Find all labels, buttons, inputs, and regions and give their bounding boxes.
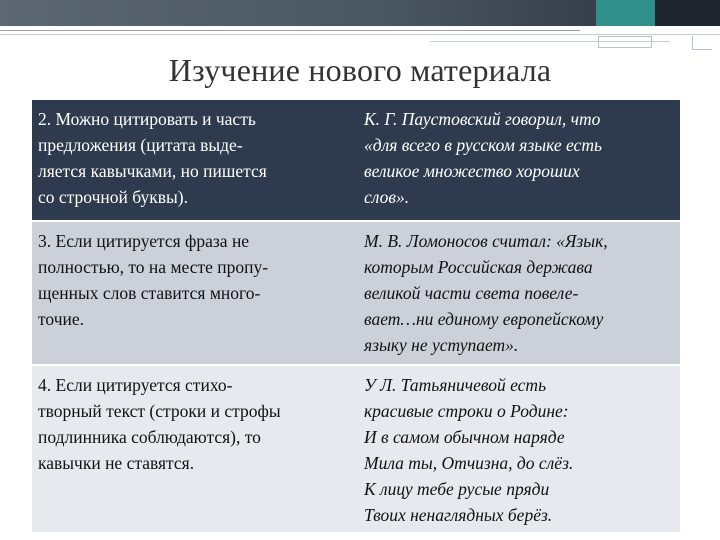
decor-frame — [598, 36, 652, 48]
text-line: Твоих ненаглядных берёз. — [364, 505, 553, 525]
text-line: полностью, то на месте пропу- — [38, 257, 269, 277]
decor-rule — [0, 34, 720, 35]
text-line: М. В. Ломоносов считал: «Язык, — [364, 231, 608, 251]
top-accent-block — [596, 0, 656, 26]
rule-cell — [32, 222, 356, 364]
text-line: Мила ты, Отчизна, до слёз. — [364, 453, 574, 473]
text-line: вает…ни единому европейскому — [364, 309, 604, 329]
text-line: К лицу тебе русые пряди — [364, 479, 550, 499]
text-line: предложения (цитата выде- — [38, 135, 243, 155]
text-line: великой части света повеле- — [364, 283, 579, 303]
decor-corner — [692, 36, 712, 50]
example-cell — [356, 100, 680, 220]
text-line: ляется кавычками, но пишется — [38, 161, 267, 181]
text-line: творный текст (строки и строфы — [38, 401, 281, 421]
top-dark-block — [655, 0, 720, 26]
text-line: щенных слов ставится много- — [38, 283, 261, 303]
text-line: языку не уступает». — [364, 335, 519, 355]
text-line: К. Г. Паустовский говорил, что — [364, 109, 601, 129]
example-cell — [356, 366, 680, 532]
text-line: И в самом обычном наряде — [364, 427, 565, 447]
text-line: У Л. Татьяничевой есть — [364, 375, 547, 395]
text-line: великое множество хороших — [364, 161, 580, 181]
rule-cell — [32, 366, 356, 532]
rules-table — [32, 100, 680, 532]
text-line: точие. — [38, 309, 85, 329]
decor-rule — [0, 30, 580, 31]
example-cell — [356, 222, 680, 364]
text-line: подлинника соблюдаются), то — [38, 427, 261, 447]
text-line: со строчной буквы). — [38, 187, 188, 207]
text-line: красивые строки о Родине: — [364, 401, 569, 421]
slide-title: Изучение нового материала — [168, 52, 552, 88]
table-row — [32, 366, 680, 532]
text-line: которым Российская держава — [364, 257, 593, 277]
table-row — [32, 100, 680, 220]
rule-cell — [32, 100, 356, 220]
text-line: «для всего в русском языке есть — [364, 135, 602, 155]
text-line: кавычки не ставятся. — [38, 453, 195, 473]
text-line: 2. Можно цитировать и часть — [38, 109, 256, 129]
text-line: 3. Если цитируется фраза не — [38, 231, 250, 251]
table-row — [32, 222, 680, 364]
text-line: слов». — [364, 187, 410, 207]
text-line: 4. Если цитируется стихо- — [38, 375, 233, 395]
